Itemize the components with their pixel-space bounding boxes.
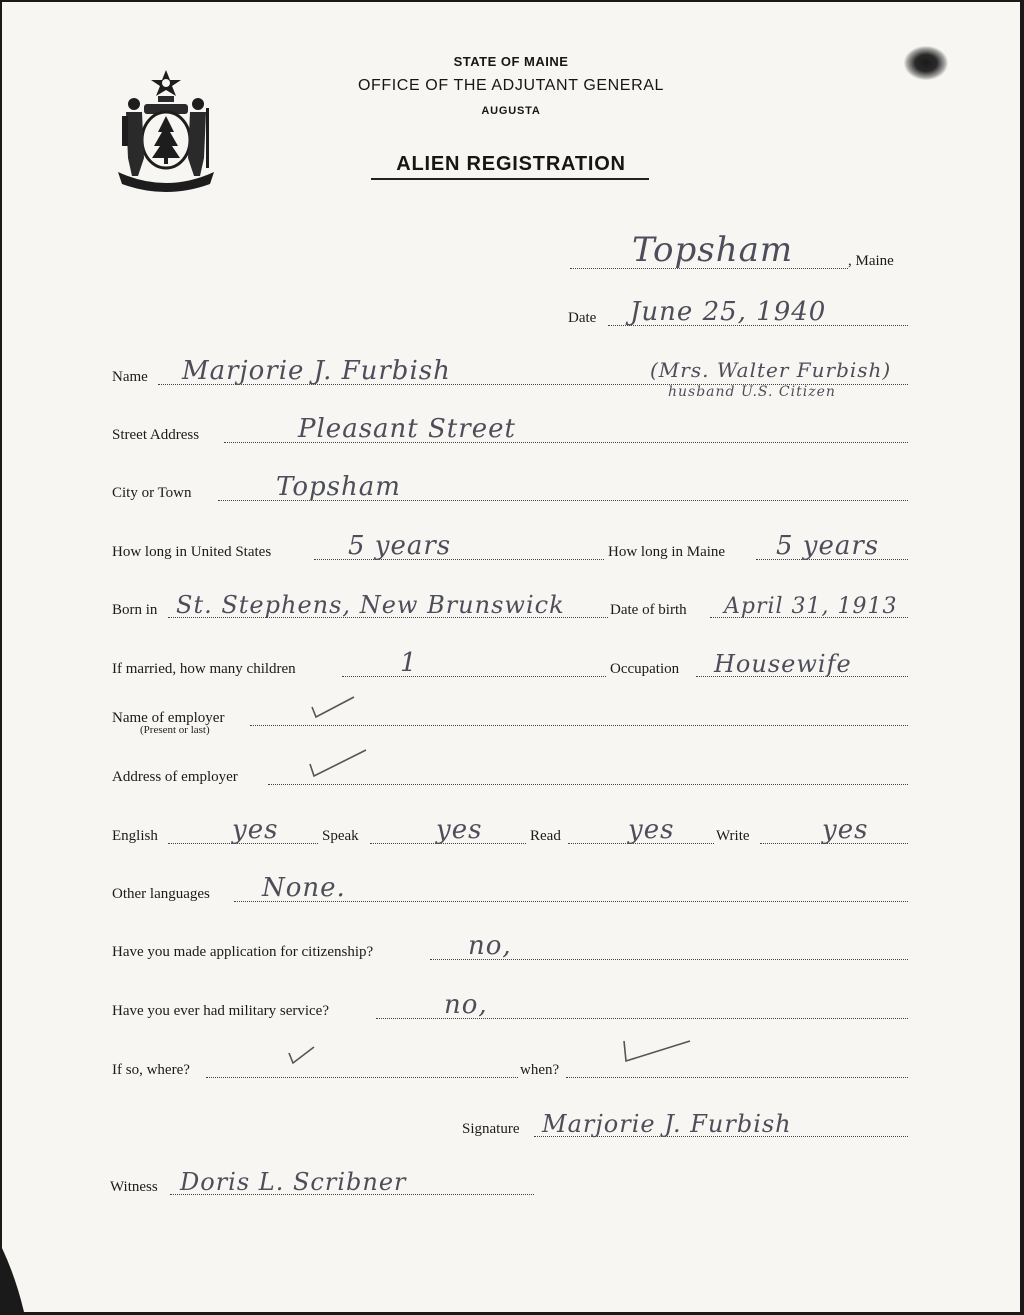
where-checkmark-icon	[286, 1043, 316, 1067]
employer-sublabel: (Present or last)	[140, 724, 210, 736]
employer-checkmark-icon	[308, 693, 358, 721]
born-label: Born in	[112, 602, 158, 618]
employer-address-label: Address of employer	[112, 769, 238, 785]
speak-entry: yes	[436, 815, 483, 845]
town-entry: Topsham	[632, 230, 794, 270]
city-heading: AUGUSTA	[481, 105, 541, 117]
torn-corner	[2, 1248, 32, 1312]
military-row	[112, 990, 912, 1022]
date-entry: June 25, 1940	[630, 297, 827, 327]
office-heading: OFFICE OF THE ADJUTANT GENERAL	[357, 77, 665, 94]
residence-row	[112, 531, 912, 563]
date-label: Date	[568, 310, 597, 326]
military-label: Have you ever had military service?	[112, 1003, 329, 1019]
occupation-entry: Housewife	[714, 650, 852, 678]
citizenship-row	[112, 931, 912, 963]
dob-entry: April 31, 1913	[724, 594, 898, 619]
street-entry: Pleasant Street	[298, 414, 516, 444]
military-entry: no,	[444, 990, 488, 1020]
read-entry: yes	[628, 815, 675, 845]
how-long-maine-label: How long in Maine	[608, 544, 726, 560]
street-row	[112, 414, 912, 446]
name-note: (Mrs. Walter Furbish)	[650, 358, 892, 382]
other-languages-row	[112, 873, 912, 905]
employer-row	[112, 703, 912, 729]
town-row	[562, 230, 922, 272]
city-entry: Topsham	[276, 472, 401, 502]
signature-label: Signature	[462, 1121, 520, 1137]
city-row	[112, 472, 912, 504]
employer-label: Name of employer	[112, 710, 225, 726]
town-suffix: , Maine	[848, 253, 894, 269]
occupation-label: Occupation	[610, 661, 680, 677]
witness-label: Witness	[110, 1179, 158, 1195]
other-languages-label: Other languages	[112, 886, 210, 902]
name-note-husband: husband U.S. Citizen	[668, 384, 836, 400]
how-long-us-entry: 5 years	[348, 531, 452, 561]
signature-entry: Marjorie J. Furbish	[542, 1110, 792, 1138]
city-label: City or Town	[112, 485, 192, 501]
witness-row	[110, 1168, 540, 1198]
read-label: Read	[530, 828, 561, 844]
employer-address-checkmark-icon	[306, 746, 370, 780]
service-location-row	[112, 1055, 912, 1081]
other-languages-entry: None.	[262, 873, 346, 903]
street-label: Street Address	[112, 427, 200, 443]
children-label: If married, how many children	[112, 661, 296, 677]
where-label: If so, where?	[112, 1062, 190, 1078]
when-checkmark-icon	[620, 1035, 694, 1067]
signature-row	[462, 1110, 912, 1140]
how-long-us-label: How long in United States	[112, 544, 272, 560]
form-title: ALIEN REGISTRATION	[396, 153, 626, 175]
english-entry: yes	[232, 815, 279, 845]
how-long-maine-entry: 5 years	[776, 531, 880, 561]
seal-banner-text: MAINE	[149, 170, 183, 181]
english-label: English	[112, 828, 158, 844]
name-label: Name	[112, 369, 148, 385]
employer-address-row	[112, 762, 912, 788]
when-label: when?	[520, 1062, 560, 1078]
citizenship-label: Have you made application for citizenship?	[112, 944, 374, 960]
born-entry: St. Stephens, New Brunswick	[176, 591, 565, 619]
registration-form-page	[2, 2, 1020, 1312]
name-entry: Marjorie J. Furbish	[182, 356, 451, 386]
witness-entry: Doris L. Scribner	[180, 1168, 407, 1196]
write-entry: yes	[822, 815, 869, 845]
speak-label: Speak	[322, 828, 359, 844]
birth-row	[112, 591, 912, 621]
write-label: Write	[716, 828, 750, 844]
family-row	[112, 648, 912, 680]
citizenship-entry: no,	[468, 931, 512, 961]
date-row	[568, 297, 912, 329]
dob-label: Date of birth	[610, 602, 687, 618]
state-heading: STATE OF MAINE	[453, 54, 569, 69]
english-row	[112, 815, 912, 847]
children-entry: 1	[400, 648, 418, 678]
form-title-underline	[371, 178, 649, 180]
